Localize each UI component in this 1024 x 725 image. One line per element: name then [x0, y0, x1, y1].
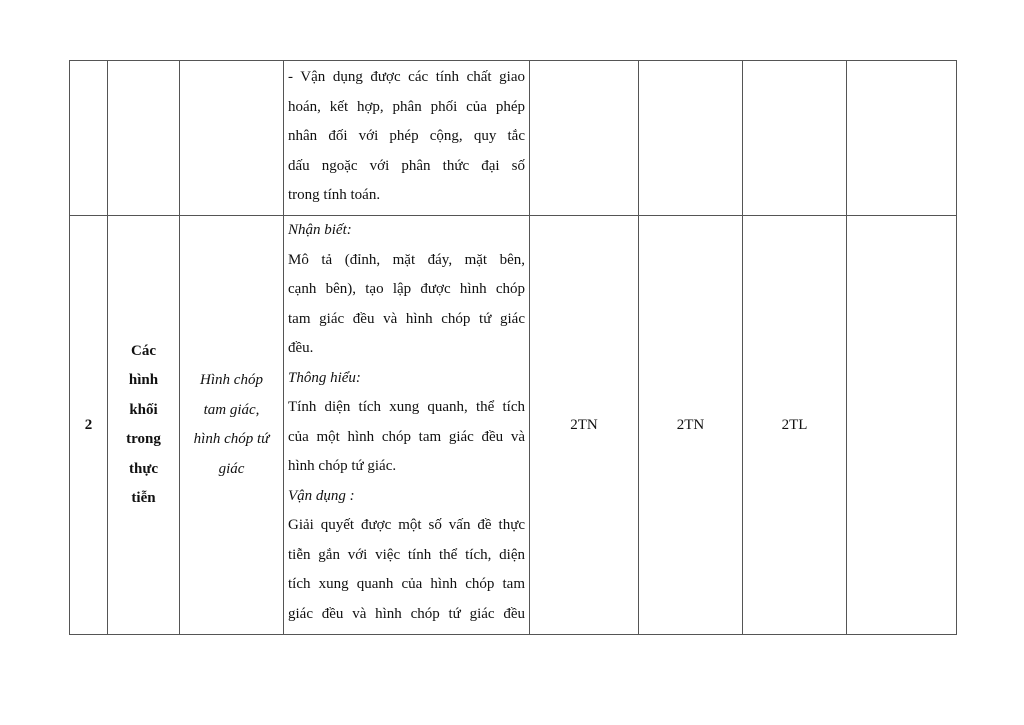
level-cell [639, 61, 743, 216]
description-line: hình chóp tứ giác. [288, 458, 397, 474]
level-cell-van-dung: 2TL [743, 216, 847, 635]
van-dung-label: Vận dụng : [288, 487, 355, 504]
description-line: dấu ngoặc với phân thức đại số [288, 157, 525, 174]
assessment-matrix-table [69, 60, 957, 635]
description-line: tam giác đều và hình chóp tứ giác [288, 310, 525, 327]
unit-line: Hình chóp [200, 372, 263, 388]
topic-line: tiễn [131, 490, 156, 506]
description-line: của một hình chóp tam giác đều và [288, 428, 525, 445]
description-line: đều. [288, 340, 314, 356]
level-cell [743, 61, 847, 216]
topic-line: Các [131, 342, 156, 359]
unit-cell [180, 61, 284, 216]
description-line: trong tính toán. [288, 187, 381, 203]
number-cell [70, 61, 108, 216]
description-line: giác đều và hình chóp tứ giác đều [288, 605, 525, 622]
description-line: - Vận dụng được các tính chất giao [288, 69, 525, 85]
description-line: tích xung quanh của hình chóp tam [288, 576, 525, 592]
level-cell-van-dung-cao [847, 216, 957, 635]
level-cell [847, 61, 957, 216]
topic-cell [108, 216, 180, 635]
level-cell-nhan-biet: 2TN [530, 216, 639, 635]
number-cell: 2 [70, 216, 108, 635]
level-cell [530, 61, 639, 216]
unit-cell [180, 216, 284, 635]
nhan-biet-label: Nhận biết: [288, 222, 352, 238]
description-line: hoán, kết hợp, phân phối của phép [288, 98, 525, 115]
description-line: Giải quyết được một số vấn đề thực [288, 517, 525, 533]
description-line: nhân đối với phép cộng, quy tắc [288, 128, 525, 144]
level-cell-thong-hieu: 2TN [639, 216, 743, 635]
topic-cell [108, 61, 180, 216]
description-line: cạnh bên), tạo lập được hình chóp [288, 281, 525, 297]
topic-line: hình [128, 372, 159, 388]
unit-line: giác [218, 460, 245, 477]
thong-hieu-label: Thông hiểu: [288, 369, 361, 386]
description-line: Mô tả (đỉnh, mặt đáy, mặt bên, [288, 251, 525, 268]
table-row [70, 216, 957, 635]
description-line: Tính diện tích xung quanh, thể tích [288, 399, 525, 415]
description-line: tiễn gắn với việc tính thể tích, diện [288, 546, 525, 563]
description-cell [284, 61, 530, 216]
topic-line: khối [129, 401, 158, 418]
description-cell [284, 216, 530, 635]
unit-line: hình chóp tứ [193, 431, 270, 447]
table-row [70, 61, 957, 216]
topic-line: trong [126, 431, 161, 447]
unit-line: tam giác, [203, 401, 260, 418]
topic-line: thực [129, 460, 158, 477]
